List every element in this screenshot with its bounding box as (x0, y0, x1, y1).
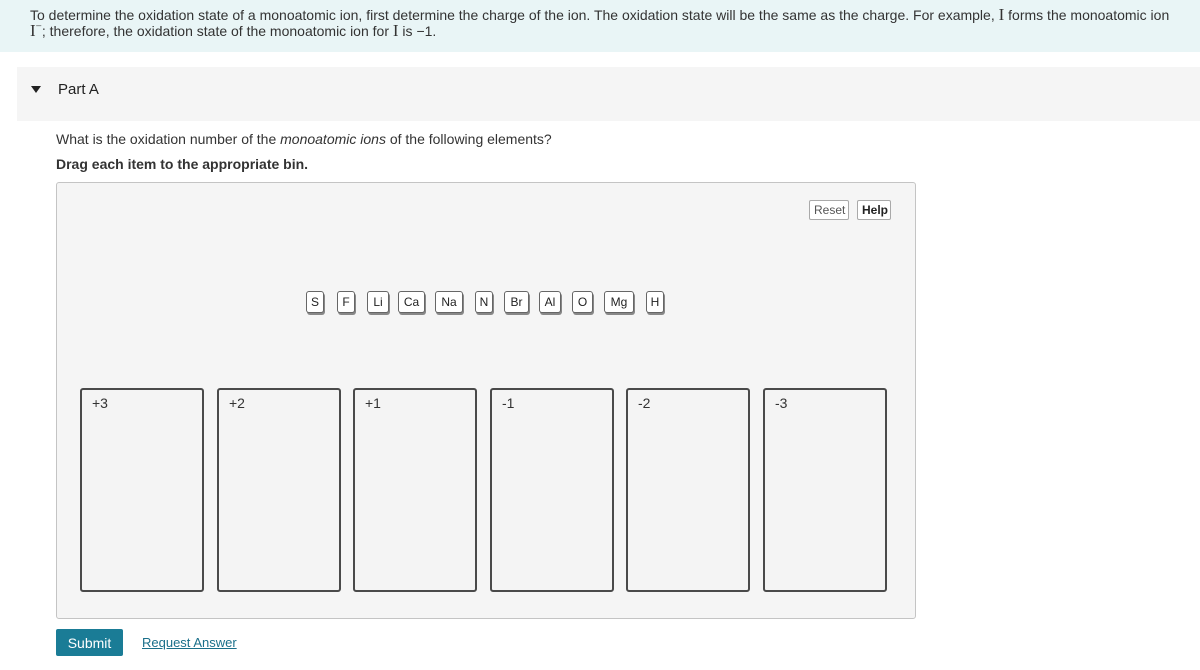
iodide-ion: I− (30, 20, 42, 40)
question-text: What is the oxidation number of the monoatomic ions of the following elements? (56, 131, 552, 147)
bin-minus-1[interactable] (490, 388, 614, 592)
bin-plus-1[interactable] (353, 388, 477, 592)
part-title: Part A (58, 81, 99, 98)
bin-label: +2 (229, 395, 245, 411)
request-answer-link[interactable]: Request Answer (142, 635, 237, 650)
token-al[interactable]: Al (539, 291, 561, 313)
help-button[interactable]: Help (857, 200, 891, 220)
iodine-symbol: I (392, 21, 399, 40)
drag-drop-panel (56, 182, 916, 619)
token-br[interactable]: Br (504, 291, 529, 313)
token-li[interactable]: Li (367, 291, 389, 313)
token-ca[interactable]: Ca (398, 291, 425, 313)
token-f[interactable]: F (337, 291, 355, 313)
reset-button[interactable]: Reset (809, 200, 849, 220)
bin-minus-2[interactable] (626, 388, 750, 592)
collapse-caret-icon[interactable] (31, 86, 41, 93)
bin-label: -2 (638, 395, 651, 411)
submit-button[interactable]: Submit (56, 629, 123, 656)
bin-label: -1 (502, 395, 515, 411)
intro-text: To determine the oxidation state of a monoatomic ion, first determine the charge of the ion. The oxidation state will be the same as the charge. For example, I forms the monoatomic ion I−; therefore, the oxidation state of the monoatomic ion for I is −1. (0, 0, 1200, 52)
bin-label: +1 (365, 395, 381, 411)
token-mg[interactable]: Mg (604, 291, 634, 313)
bin-label: +3 (92, 395, 108, 411)
bin-plus-2[interactable] (217, 388, 341, 592)
token-h[interactable]: H (646, 291, 664, 313)
oxidation-value: −1 (416, 23, 433, 39)
iodine-symbol: I (998, 5, 1005, 24)
bin-label: -3 (775, 395, 788, 411)
bin-minus-3[interactable] (763, 388, 887, 592)
token-o[interactable]: O (572, 291, 593, 313)
token-na[interactable]: Na (435, 291, 463, 313)
token-n[interactable]: N (475, 291, 493, 313)
token-s[interactable]: S (306, 291, 324, 313)
instruction-text: Drag each item to the appropriate bin. (56, 156, 309, 172)
bin-plus-3[interactable] (80, 388, 204, 592)
part-a-header[interactable] (17, 67, 1200, 121)
